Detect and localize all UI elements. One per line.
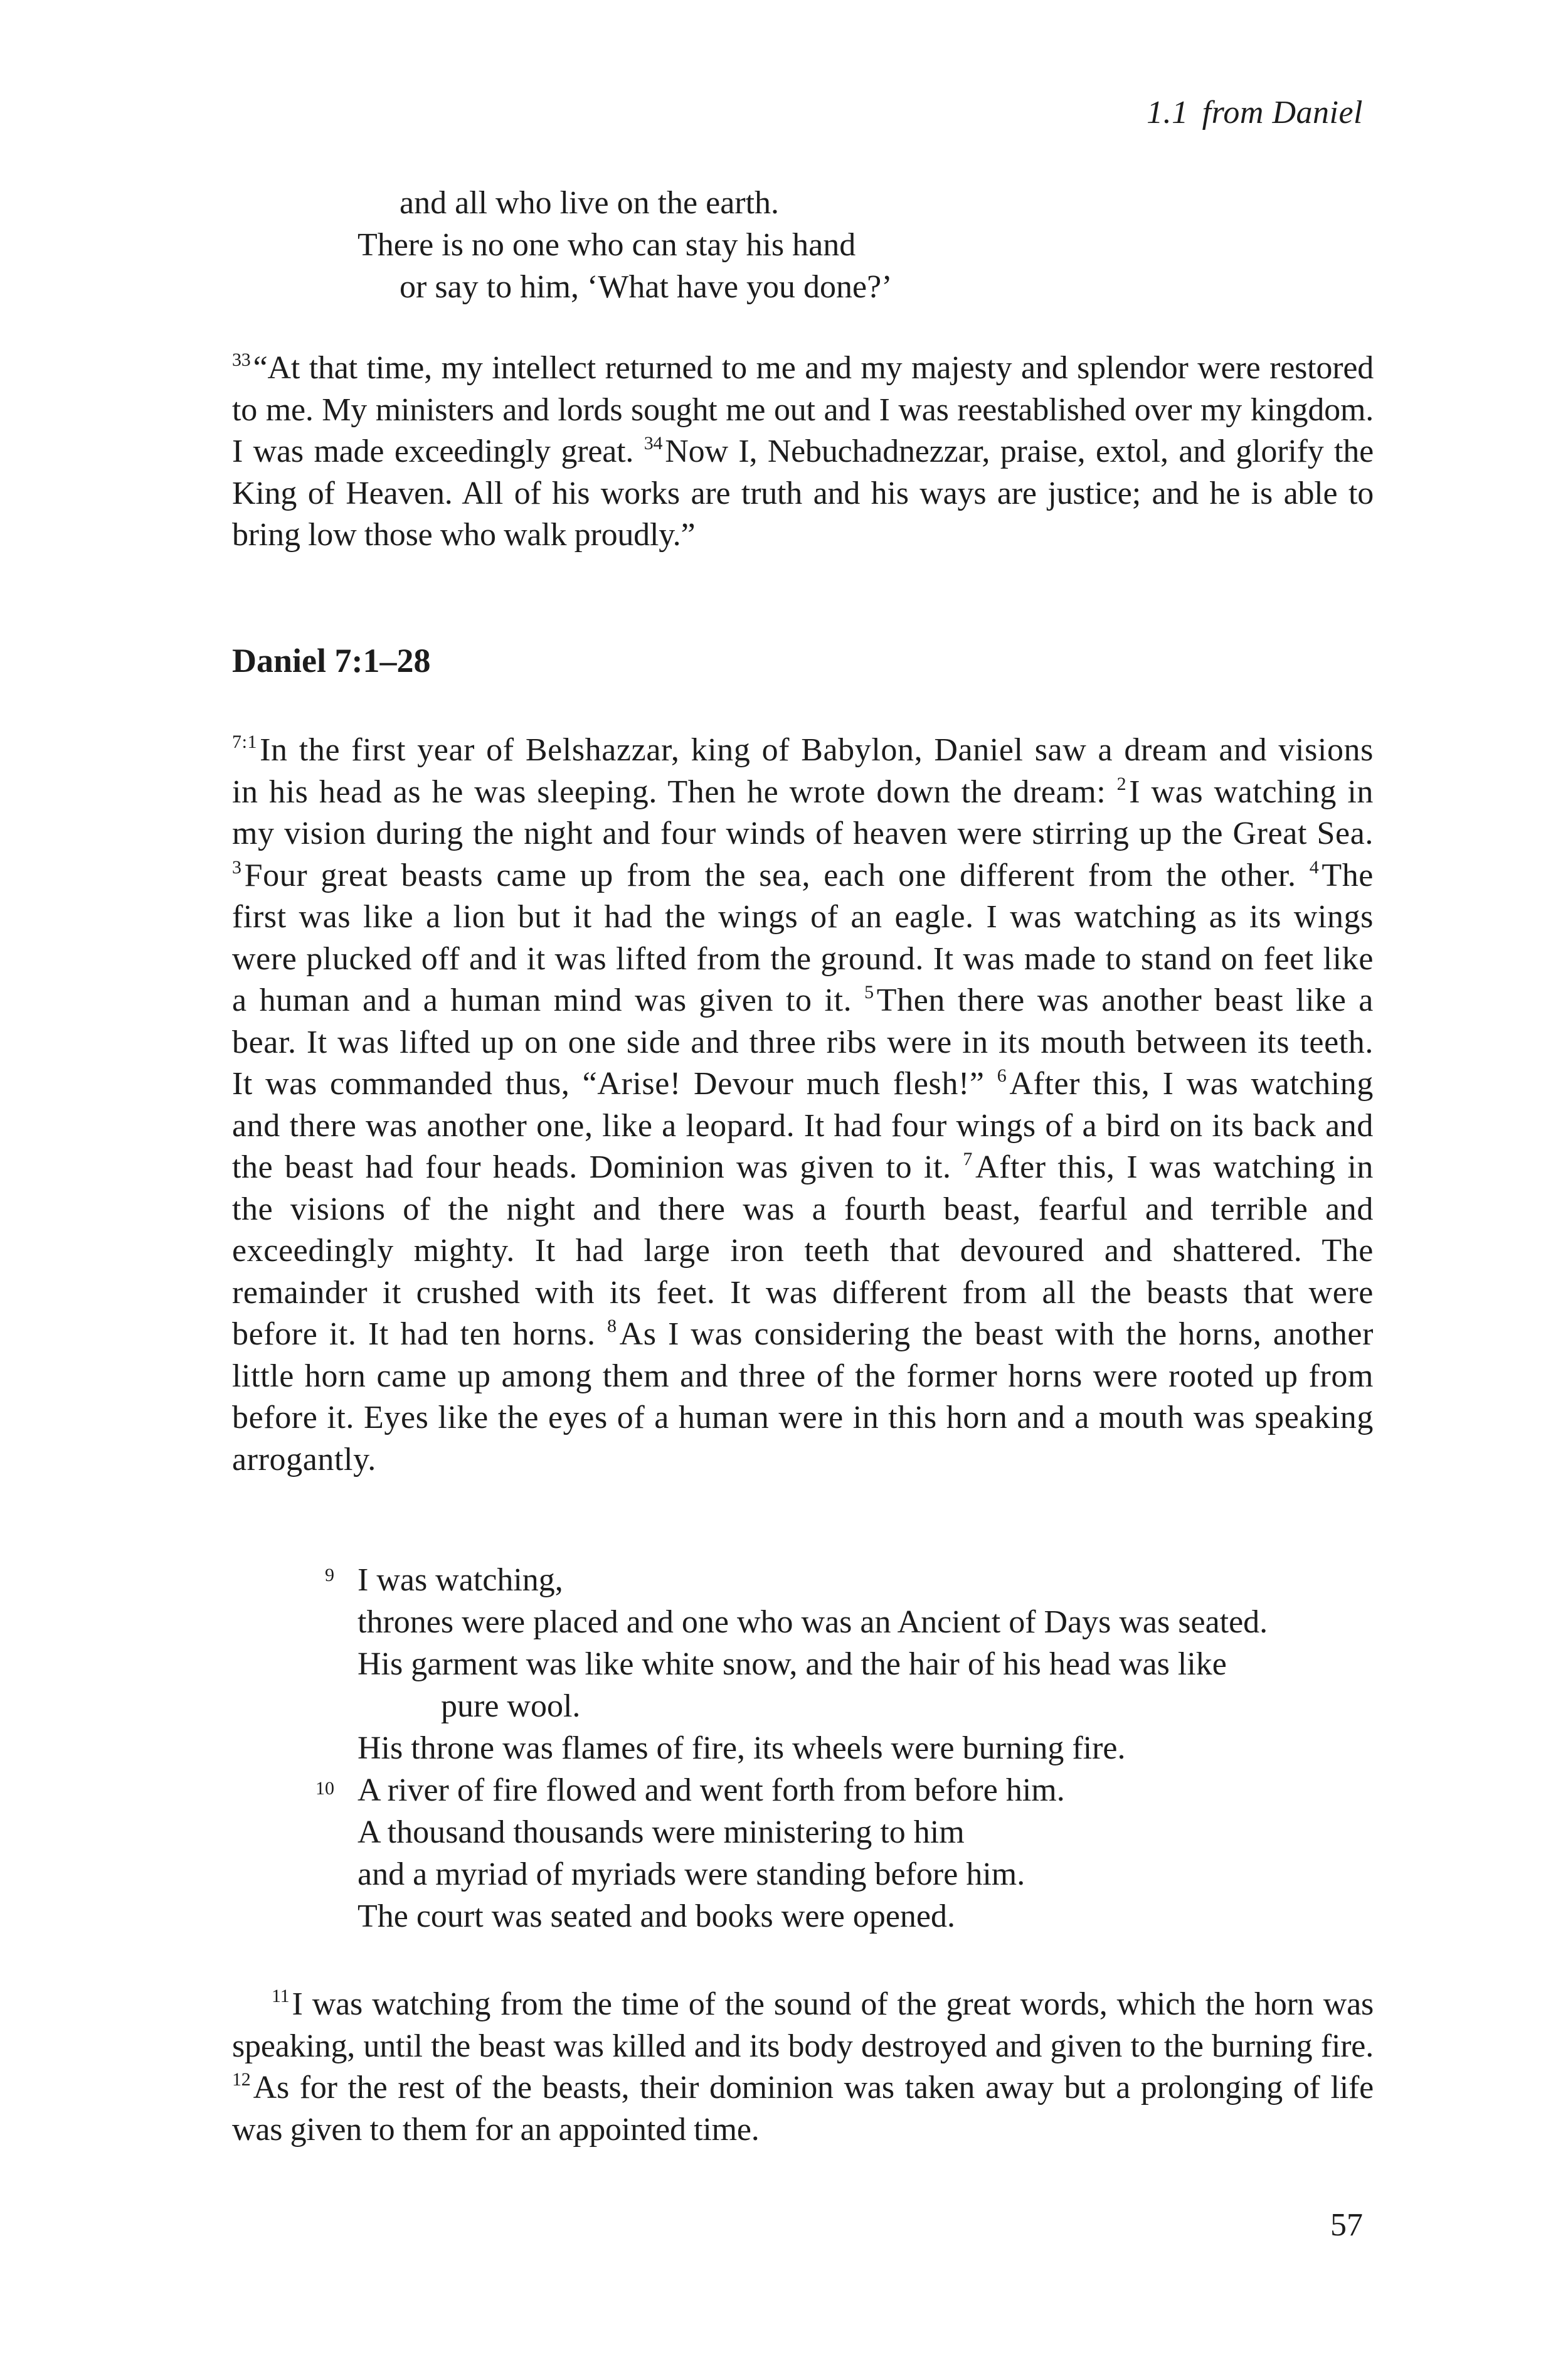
poem-line: or say to him, ‘What have you done?’ xyxy=(400,269,893,305)
verse-text: I was watching from the time of the sound of the great words, which the horn was speaking, until the beast was killed and its body destroyed and given to the burning fire. xyxy=(232,1986,1374,2064)
verse-text: The first was like a lion but it had the wings of an eagle. I was watching as its wings were plucked off and it was lifted from the ground. It was made to stand on feet like a human and a human mind was given to it. xyxy=(232,857,1374,1018)
poem-top xyxy=(0,182,893,308)
paragraph-verses-33-34 xyxy=(232,348,1374,556)
poem-line: I was watching, xyxy=(358,1562,563,1598)
poem-line: and a myriad of myriads were standing before him. xyxy=(358,1856,1025,1892)
running-head-title: from Daniel xyxy=(1202,95,1363,130)
poem-line: thrones were placed and one who was an Ancient of Days was seated. xyxy=(358,1604,1268,1640)
verse-number: 34 xyxy=(644,433,663,454)
poem-line: pure wool. xyxy=(441,1688,581,1724)
poem-line: The court was seated and books were opened. xyxy=(358,1898,955,1934)
poem-line: His throne was flames of fire, its wheels were burning fire. xyxy=(358,1730,1126,1766)
running-head xyxy=(1147,94,1363,131)
paragraph-verses-11-12 xyxy=(232,1984,1374,2151)
verse-text: In the first year of Belshazzar, king of Babylon, Daniel saw a dream and visions in his head as he was sleeping. Then he wrote down the dream: xyxy=(232,732,1374,810)
verse-text: After this, I was watching and there was another one, like a leopard. It had four wings of a bird on its back and the beast had four heads. Dominion was given to it. xyxy=(232,1066,1374,1185)
verse-text: Now I, Nebuchadnezzar, praise, extol, and glorify the King of Heaven. All of his works are truth and his ways are justice; and he is able to bring low those who walk proudly.” xyxy=(232,434,1374,553)
verse-number: 6 xyxy=(997,1065,1007,1086)
poem-line: His garment was like white snow, and the hair of his head was like xyxy=(358,1646,1227,1682)
page-number: 57 xyxy=(1330,2207,1363,2243)
poem-verses-9-10 xyxy=(0,1559,1268,1937)
verse-text: After this, I was watching in the visions of the night and there was a fourth beast, fearful and terrible and exceedingly mighty. It had large iron teeth that devoured and shattered. The remainder it crushed with its feet. It was different from all the beasts that were before it. It had ten horns. xyxy=(232,1149,1374,1352)
verse-number: 5 xyxy=(864,982,874,1003)
verse-number: 4 xyxy=(1309,856,1320,878)
verse-number: 3 xyxy=(232,856,242,878)
poem-line: A river of fire flowed and went forth from before him. xyxy=(358,1772,1065,1808)
poem-line: There is no one who can stay his hand xyxy=(358,227,856,263)
verse-number: 9 xyxy=(325,1565,334,1585)
verse-text: I was watching in my vision during the night and four winds of heaven were stirring up the Great Sea. xyxy=(232,774,1374,851)
verse-text: Four great beasts came up from the sea, each one different from the other. xyxy=(244,857,1310,893)
section-number: 1.1 xyxy=(1147,95,1189,130)
verse-number: 11 xyxy=(272,1986,290,2006)
verse-text: As I was considering the beast with the horns, another little horn came up among them and three of the former horns were rooted up from before it. Eyes like the eyes of a human were in this horn and a mouth was speaking arrogantly. xyxy=(232,1316,1374,1477)
verse-number: 8 xyxy=(607,1316,617,1336)
verse-text: Then there was another beast like a bear. It was lifted up on one side and three ribs were in its mouth between its teeth. It was commanded thus, “Arise! Devour much flesh!” xyxy=(232,982,1374,1102)
poem-line: A thousand thousands were ministering to him xyxy=(358,1814,965,1850)
section-heading: Daniel 7:1–28 xyxy=(232,642,431,679)
verse-number: 10 xyxy=(315,1778,334,1799)
verse-number: 7 xyxy=(963,1149,973,1169)
verse-text: “At that time, my intellect returned to me and my majesty and splendor were restored to me. My ministers and lords sought me out and I was reestablished over my kingdom. I was made exceedingly great. xyxy=(232,350,1374,469)
verse-number: 33 xyxy=(232,349,251,370)
verse-text: As for the rest of the beasts, their dominion was taken away but a prolonging of life was given to them for an appointed time. xyxy=(232,2070,1374,2148)
verse-number: 12 xyxy=(232,2069,251,2090)
verse-number: 7:1 xyxy=(232,732,258,752)
verse-number: 2 xyxy=(1116,773,1127,794)
poem-line: and all who live on the earth. xyxy=(400,185,780,221)
paragraph-verses-1-8 xyxy=(232,730,1374,1481)
